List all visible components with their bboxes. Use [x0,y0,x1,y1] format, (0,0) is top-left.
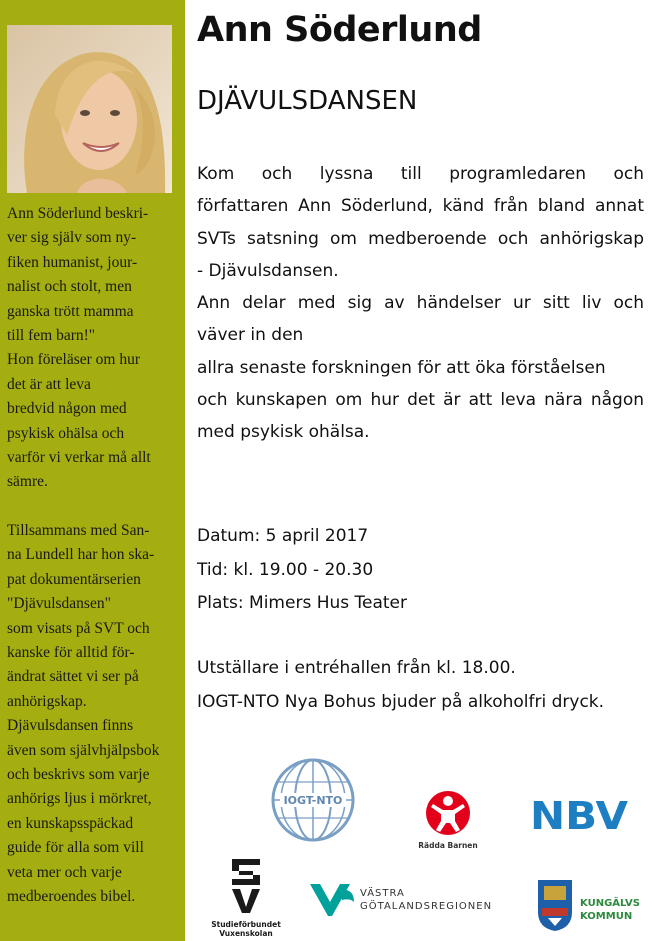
globe-icon [270,757,356,843]
description-line: författaren Ann Söderlund, känd från bland annat [197,196,644,217]
iogt-nto-label: IOGT-NTO [283,794,343,807]
description-line: Ann delar med sig av händelser ur sitt liv och [197,293,644,314]
vg-label-2: GÖTALANDSREGIONEN [360,901,493,912]
event-description [197,158,644,449]
vg-mark-icon [310,880,358,920]
nbv-logo [530,796,630,836]
description-line: väver in den [197,325,304,346]
speaker-name: Ann Söderlund [197,10,482,50]
sv-label-2: Vuxenskolan [219,929,273,938]
event-place: Plats: Mimers Hus Teater [197,593,408,613]
description-line: SVTs satsning om medberoende och anhörigskap [197,228,644,249]
event-title: DJÄVULSDANSEN [197,86,418,116]
description-line: och kunskapen om hur det är att leva nära någon [197,390,644,411]
description-line: Kom och lyssna till programledaren och [197,164,644,184]
studieforbundet-vuxenskolan-logo [206,855,286,937]
event-date: Datum: 5 april 2017 [197,526,369,546]
event-details [197,520,407,621]
drink-note: IOGT-NTO Nya Bohus bjuder på alkoholfri dryck. [197,691,605,712]
sidebar-bio [7,202,179,909]
sidebar [0,0,185,941]
sv-label-1: Studieförbundet [211,920,281,929]
bio-paragraph-1: Ann Söderlund beskri- ver sig själv som ny- fiken humanist, jour- nalist och stolt, men ganska trött mamma till fem barn!" Hon föreläser om hur det är att leva bredvid någon med psykisk ohälsa och varför vi verkar må allt sämre. [7,205,151,491]
kungalv-label-2: KOMMUN [580,911,633,922]
description-line: allra senaste forskningen för att öka förståelsen [197,357,606,378]
child-icon [425,790,471,836]
radda-barnen-label: Rädda Barnen [418,841,478,850]
sv-mark-icon [226,855,266,915]
portrait-photo [7,25,172,193]
bio-paragraph-2: Tillsammans med San- na Lundell har hon ska- pat dokumentärserien "Djävulsdansen" som visats på SVT och kanske för alltid för- ändrat sättet vi ser på anhörigskap. Djävulsdansen finns även som självhjälpsbok och beskrivs som varje anhörigs ljus i mörkret, en kunskapsspäckad guide för alla som vill veta mer och varje medberoendes bibel. [7,521,160,905]
kungalv-label-1: KUNGÄLVS [580,898,640,909]
kungalv-kommun-logo [536,878,651,938]
nbv-label: NBV [530,796,629,836]
description-line: - Djävulsdansen. [197,260,339,281]
nbv-mark [530,796,630,836]
radda-barnen-logo [418,790,478,852]
vastra-gotalandsregionen-logo [310,880,510,920]
event-extras [197,652,604,719]
description-line: med psykisk ohälsa. [197,422,370,443]
vg-label-1: VÄSTRA [360,888,405,899]
exhibitors-note: Utställare i entréhallen från kl. 18.00. [197,658,516,678]
event-time: Tid: kl. 19.00 - 20.30 [197,559,374,580]
iogt-nto-logo [270,757,356,843]
portrait-image [7,25,172,193]
coat-of-arms-icon [536,878,574,932]
